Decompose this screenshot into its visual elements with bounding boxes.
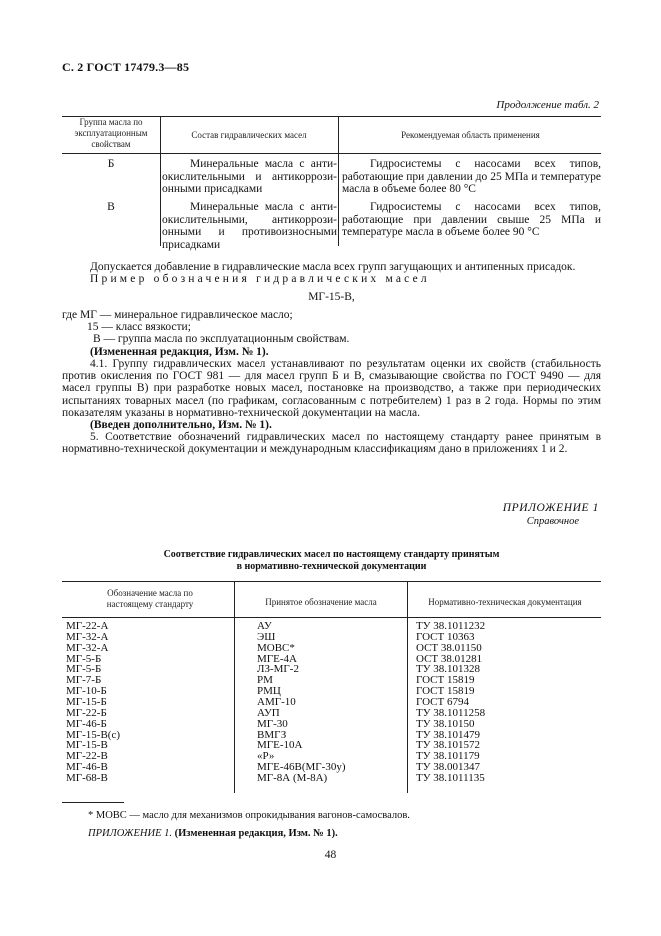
table-cell-application: Гидросистемы с насосами всех типов, работающие при давлении свыше 25 МПа и температуре масла в объеме более 90 °С [342, 201, 601, 238]
table-cell-documentation: ТУ 38.101179 [416, 750, 480, 763]
appendix-header-designation: Обозначение масла по настоящему стандарту [106, 588, 194, 609]
table-cell-documentation: ОСТ 38.01150 [416, 641, 482, 654]
table-cell-designation: МГ-7-Б [66, 674, 102, 687]
table-cell-documentation: ТУ 38.101572 [416, 739, 481, 752]
table-cell-documentation: ОСТ 38.01281 [416, 652, 483, 665]
table-cell-accepted-name: ВМГЗ [257, 728, 287, 741]
table-cell-accepted-name: АУП [257, 706, 280, 719]
table-header-rule [62, 153, 601, 154]
table-cell-accepted-name: РМ [257, 674, 273, 687]
footnote-rule [62, 802, 124, 803]
appendix-revision-prefix: ПРИЛОЖЕНИЕ 1. [88, 828, 172, 839]
legend-line-group: В — группа масла по эксплуатационным свойствам. [93, 333, 350, 345]
appendix-header-documentation: Нормативно-техническая документация [428, 597, 582, 607]
table-header-composition: Состав гидравлических масел [191, 130, 307, 140]
appendix-table-col-divider [407, 581, 408, 793]
table-cell-designation: МГ-15-В(с) [66, 728, 121, 741]
table-cell-documentation: ГОСТ 15819 [416, 674, 475, 687]
appendix-table-top-rule [62, 581, 601, 582]
paragraph-5: 5. Соответствие обозначений гидравлических масел по настоящему стандарту ранее принятым в нормативно-технической документации и международным классификациям дано в приложениях 1 и 2. [62, 431, 601, 456]
table-cell-accepted-name: ЭШ [257, 630, 276, 643]
table-cell-documentation: ТУ 38.101479 [416, 728, 481, 741]
example-code: МГ-15-В, [308, 291, 355, 303]
table-col-divider [160, 116, 161, 246]
table-cell-accepted-name: МГЕ-4А [257, 652, 297, 665]
table-col-divider [338, 116, 339, 246]
appendix-title: ПРИЛОЖЕНИЕ 1 [502, 502, 599, 514]
appendix-table-caption-line2: в нормативно-технической документации [236, 561, 427, 572]
appendix-header-accepted: Принятое обозначение масла [265, 597, 377, 607]
table-cell-accepted-name: ЛЗ-МГ-2 [257, 663, 299, 676]
table-cell-accepted-name: «Р» [257, 750, 275, 763]
table-cell-group: В [107, 201, 115, 213]
example-heading: Пример обозначения гидравлических масел [90, 273, 430, 285]
table-cell-designation: МГ-22-А [66, 620, 109, 632]
table-header-group: Группа масла по эксплуатационным свойствам [74, 117, 148, 149]
table-cell-documentation: ТУ 38.1011232 [416, 620, 486, 632]
table-cell-designation: МГ-68-В [66, 771, 108, 784]
paragraph-4-1: 4.1. Группу гидравлических масел устанавливают по результатам оценки их свойств (стабильность против окисления по ГОСТ 981 — для масел групп Б и В, смазывающие свойства по ГОСТ 9490 — для масел группы В) при разработке новых масел, постановке на производство, а также при периодических испытаниях товарных масел (по графикам, согласованным с потребителем) 1 раз в 2 года. Нормы по этим показателям указаны в нормативно-технической документации на масла. [62, 358, 601, 419]
appendix-table-caption: Соответствие гидравлических масел по настоящему стандарту принятым [163, 549, 500, 560]
table-cell-documentation: ГОСТ 6794 [416, 695, 469, 708]
table-header-application: Рекомендуемая область применения [401, 130, 540, 140]
table-cell-group: Б [107, 158, 115, 170]
table-cell-accepted-name: АУ [257, 620, 272, 632]
legend-line-where: где МГ — минеральное гидравлическое масло; [62, 309, 293, 321]
table-cell-designation: МГ-5-Б [66, 652, 102, 665]
table-cell-accepted-name: МГЕ-10А [257, 739, 303, 752]
appendix-table-header-rule [62, 617, 601, 618]
table-cell-documentation: ТУ 38.001347 [416, 761, 481, 774]
table-cell-application: Гидросистемы с насосами всех типов, работающие при давлении до 25 МПа и температуре масла в объеме более 80 °С [342, 158, 601, 195]
table-cell-designation: МГ-46-Б [66, 717, 107, 730]
appendix-subtitle: Справочное [526, 516, 579, 527]
table-cell-designation: МГ-22-В [66, 750, 108, 763]
table-cell-documentation: ТУ 38.1011135 [416, 771, 485, 784]
table-cell-composition: Минеральные масла с антиокислительными, антикоррозионными и противоизносными присадками [162, 201, 337, 251]
table-cell-designation: МГ-15-В [66, 739, 108, 752]
footnote: * МОВС — масло для механизмов опрокидывания вагонов-самосвалов. [88, 810, 410, 821]
table-cell-accepted-name: РМЦ [257, 685, 281, 698]
appendix-table-col-divider [234, 581, 235, 793]
table-cell-designation: МГ-15-Б [66, 695, 107, 708]
table-continuation-note: Продолжение табл. 2 [496, 99, 599, 111]
revision-note: (Измененная редакция, Изм. № 1). [90, 346, 269, 358]
table-cell-documentation: ТУ 38.10150 [416, 717, 475, 730]
table-cell-documentation: ГОСТ 15819 [416, 685, 475, 698]
table-cell-designation: МГ-10-Б [66, 685, 107, 698]
table-cell-accepted-name: МГ-30 [257, 717, 288, 730]
table-cell-composition: Минеральные масла с антиокислительными и антикоррозионными присадками [162, 158, 337, 195]
table-cell-accepted-name: МГЕ-46В(МГ-30у) [257, 761, 346, 774]
table-cell-documentation: ГОСТ 10363 [416, 630, 475, 643]
table-cell-designation: МГ-46-В [66, 761, 108, 774]
table-cell-designation: МГ-32-А [66, 641, 109, 654]
table-cell-designation: МГ-22-Б [66, 706, 107, 719]
page-header: С. 2 ГОСТ 17479.3—85 [62, 60, 190, 74]
table-cell-accepted-name: АМГ-10 [257, 695, 296, 708]
legend-line-viscosity: 15 — класс вязкости; [87, 321, 191, 333]
table-cell-designation: МГ-5-Б [66, 663, 102, 676]
table-cell-accepted-name: МГ-8А (М-8А) [257, 771, 328, 784]
appendix-revision-text: (Измененная редакция, Изм. № 1). [174, 828, 338, 839]
table-cell-documentation: ТУ 38.101328 [416, 663, 481, 676]
table-cell-accepted-name: МОВС* [257, 641, 295, 654]
table-cell-documentation: ТУ 38.1011258 [416, 706, 486, 719]
page-number: 48 [324, 849, 337, 861]
addition-note: (Введен дополнительно, Изм. № 1). [90, 419, 272, 431]
table-cell-designation: МГ-32-А [66, 630, 109, 643]
appendix-revision-note [88, 828, 338, 839]
paragraph-additives: Допускается добавление в гидравлические масла всех групп загущающих и антипенных присадок. [90, 261, 576, 273]
